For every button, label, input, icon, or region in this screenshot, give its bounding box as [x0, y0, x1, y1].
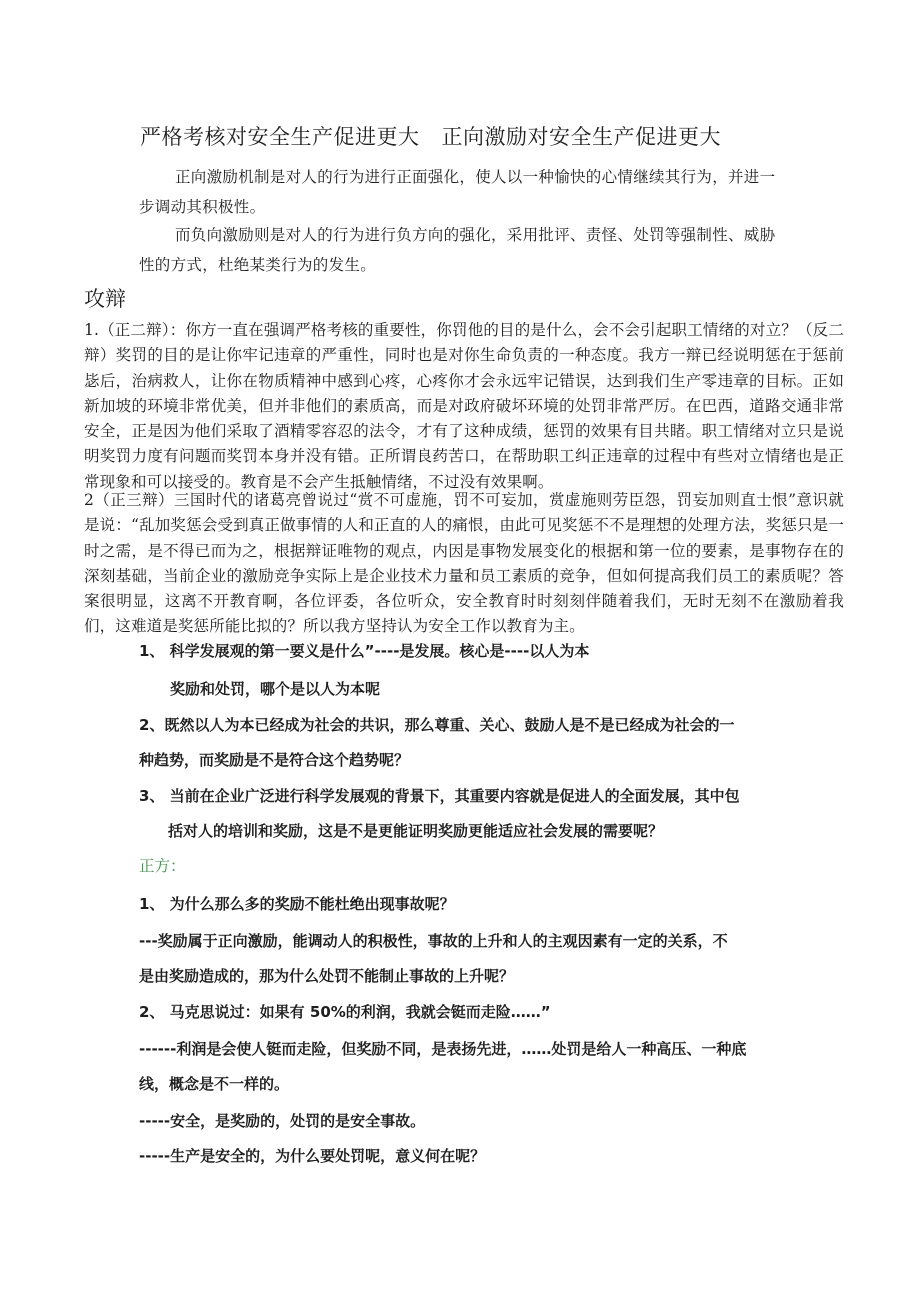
- title-left: 严格考核对安全生产促进更大: [140, 125, 420, 149]
- debate-paragraph-2: 2（正三辩）三国时代的诸葛亮曾说过“赏不可虚施，罚不可妄加，赏虚施则劳臣怨，罚妄加则直士恨”意识就是说：“乱加奖惩会受到真正做事情的人和正直的人的痛恨，由此可见奖惩不不是理想的处理方法，奖惩只是一时之需，是不得已而为之，根据辩证唯物的观点，内因是事物发展变化的根据和第一位的要素，是事物存在的深刻基础，当前企业的激励竞争实际上是企业技术力量和员工素质的竞争，但如何提高我们员工的素质呢？答案很明显，这离不开教育啊，各位评委，各位听众，安全教育时时刻刻伴随着我们，无时无刻不在激励着我们，这难道是奖惩所能比拟的？所以我方坚持认为安全工作以教育为主。: [84, 491, 844, 636]
- question-3-line-2: 括对人的培训和奖励，这是不是更能证明奖励更能适应社会发展的需要呢？: [168, 822, 664, 840]
- document-title: [140, 122, 840, 152]
- answer-line-1: 1、 为什么那么多的奖励不能杜绝出现事故呢？: [139, 895, 455, 913]
- question-1-line-2: 奖励和处罚，哪个是以人为本呢: [170, 680, 381, 698]
- intro-paragraph-positive: 正向激励机制是对人的行为进行正面强化，使人以一种愉快的心情继续其行为，并进一步调动其积极性。: [139, 168, 776, 216]
- question-2-line-1: 2、既然以人为本已经成为社会的共识，那么尊重、关心、鼓励人是不是已经成为社会的一: [139, 716, 735, 734]
- answer-line-3: 是由奖励造成的，那为什么处罚不能制止事故的上升呢？: [139, 967, 515, 985]
- section-heading: 攻辩: [84, 287, 126, 311]
- answer-line-2: ---奖励属于正向激励，能调动人的积极性，事故的上升和人的主观因素有一定的关系，不: [139, 932, 728, 950]
- answer-line-5: ------利润是会使人铤而走险，但奖励不同，是表扬先进，……处罚是给人一种高压、一种底: [139, 1040, 747, 1058]
- debate-paragraph-1: 1.（正二辩）：你方一直在强调严格考核的重要性，你罚他的目的是什么，会不会引起职工情绪的对立？（反二辩）奖罚的目的是让你牢记违章的严重性，同时也是对你生命负责的一种态度。我方一辩已经说明惩在于惩前毖后，治病救人，让你在物质精神中感到心疼，心疼你才会永远牢记错误，达到我们生产零违章的目标。正如新加坡的环境非常优美，但并非他们的素质高，而是对政府破坏环境的处罚非常严厉。在巴西，道路交通非常安全，正是因为他们采取了酒精零容忍的法令，才有了这种成绩，惩罚的效果有目共睹。职工情绪对立只是说明奖罚力度有问题而奖罚本身并没有错。正所谓良药苦口，在帮助职工纠正违章的过程中有些对立情绪也是正常现象和可以接受的。教育是不会产生抵触情绪，不过没有效果啊。: [84, 321, 844, 491]
- title-right: 正向激励对安全生产促进更大: [441, 125, 721, 149]
- answer-line-8: -----生产是安全的，为什么要处罚呢，意义何在呢？: [139, 1147, 486, 1165]
- answer-line-7: -----安全，是奖励的，处罚的是安全事故。: [139, 1112, 426, 1130]
- question-3-line-1: 3、 当前在企业广泛进行科学发展观的背景下，其重要内容就是促进人的全面发展，其中包: [139, 787, 740, 805]
- question-2-line-2: 种趋势，而奖励是不是符合这个趋势呢？: [139, 751, 410, 769]
- side-label-affirmative: 正方：: [139, 857, 186, 875]
- answer-line-6: 线，概念是不一样的。: [139, 1075, 290, 1093]
- answer-line-4: 2、 马克思说过：如果有 50%的利润，我就会铤而走险……”: [139, 1003, 551, 1021]
- intro-paragraph-negative: 而负向激励则是对人的行为进行负方向的强化，采用批评、责怪、处罚等强制性、威胁性的方式，杜绝某类行为的发生。: [139, 226, 776, 274]
- question-1-line-1: 1、 科学发展观的第一要义是什么”----是发展。核心是----以人为本: [139, 642, 590, 660]
